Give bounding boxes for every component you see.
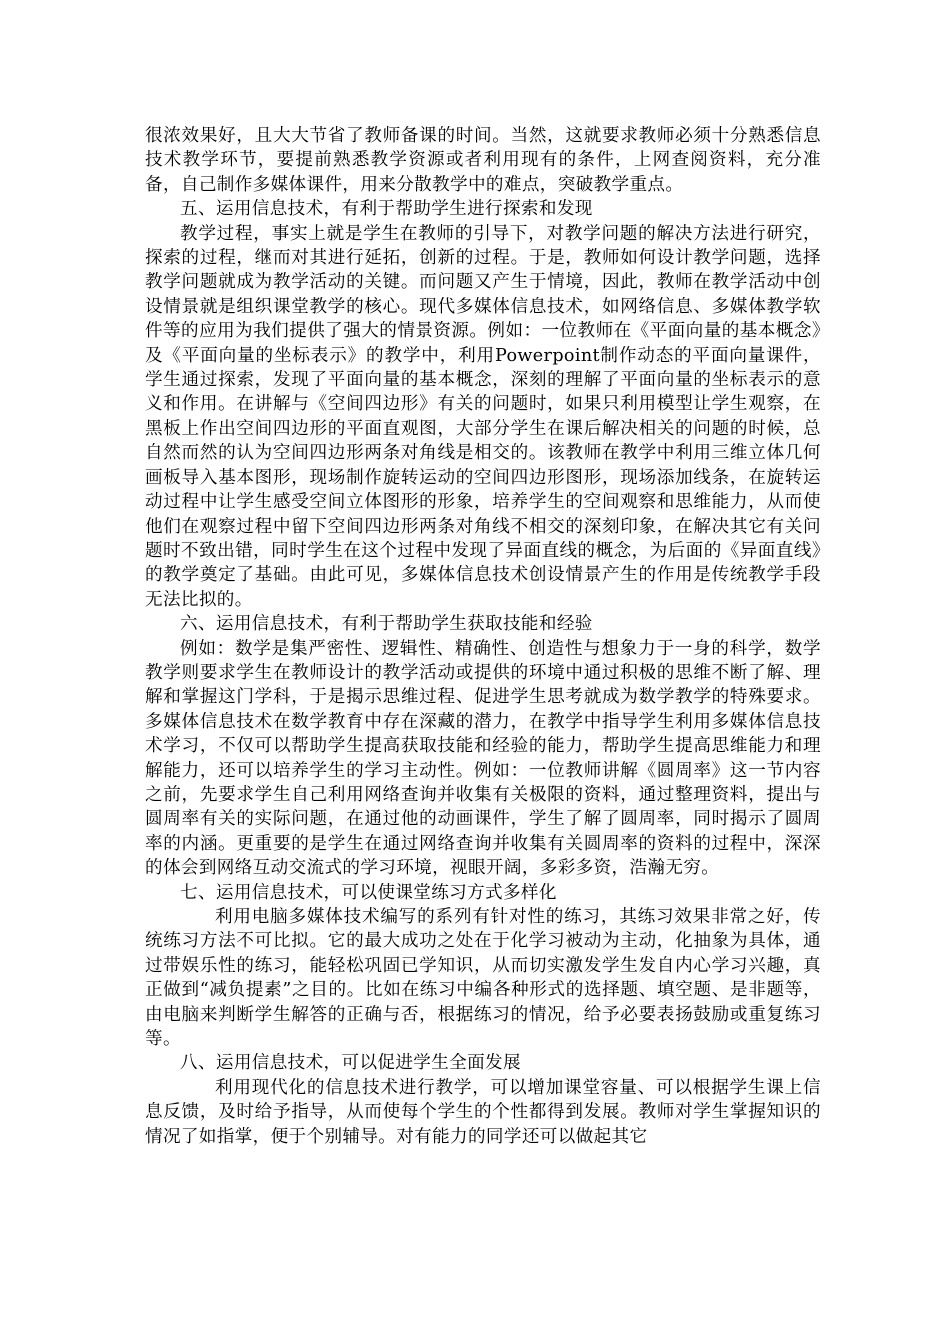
paragraph-section-5: 教学过程，事实上就是学生在教师的引导下，对教学问题的解决方法进行研究，探索的过程，继而对其进行延拓，创新的过程。于是，教师如何设计教学问题，选择教学问题就成为教学活动的关键。而问题又产生于情境，因此，教师在教学活动中创设情景就是组织课堂教学的核心。现代多媒体信息技术，如网络信息、多媒体教学软件等的应用为我们提供了强大的情景资源。例如：一位教师在《平面向量的基本概念》及《平面向量的坐标表示》的教学中，利用Powerpoint制作动态的平面向量课件，学生通过探索，发现了平面向量的基本概念，深刻的理解了平面向量的坐标表示的意义和作用。在讲解与《空间四边形》有关的问题时，如果只利用模型让学生观察，在黑板上作出空间四边形的平面直观图，大部分学生在课后解决相关的问题的时候，总自然而然的认为空间四边形两条对角线是相交的。该教师在教学中利用三维立体几何画板导入基本图形，现场制作旋转运动的空间四边形图形，现场添加线条，在旋转运动过程中让学生感受空间立体图形的形象，培养学生的空间观察和思维能力，从而使他们在观察过程中留下空间四边形两条对角线不相交的深刻印象，在解决其它有关问题时不致出错，同时学生在这个过程中发现了异面直线的概念，为后面的《异面直线》的教学奠定了基础。由此可见，多媒体信息技术创设情景产生的作用是传统教学手段无法比拟的。 bbox=[145, 223, 821, 610]
paragraph-section-6: 例如：数学是集严密性、逻辑性、精确性、创造性与想象力于一身的科学，数学教学则要求学生在教师设计的教学活动或提供的环境中通过积极的思维不断了解、理解和掌握这门学科，于是揭示思维过程、促进学生思考就成为数学教学的特殊要求。多媒体信息技术在数学教育中存在深藏的潜力，在教学中指导学生利用多媒体信息技术学习，不仅可以帮助学生提高获取技能和经验的能力，帮助学生提高思维能力和理解能力，还可以培养学生的学习主动性。例如：一位教师讲解《圆周率》这一节内容之前，先要求学生自己利用网络查询并收集有关极限的资料，通过整理资料，提出与圆周率有关的实际问题，在通过他的动画课件，学生了解了圆周率，同时揭示了圆周率的内涵。更重要的是学生在通过网络查询并收集有关圆周率的资料的过程中，深深的体会到网络互动交流式的学习环境，视眼开阔，多彩多资，浩瀚无穷。 bbox=[145, 638, 821, 879]
section-heading-7: 七、运用信息技术，可以使课堂练习方式多样化 bbox=[180, 882, 557, 903]
section-heading-8: 八、运用信息技术，可以促进学生全面发展 bbox=[180, 1053, 521, 1074]
section-heading-5: 五、运用信息技术，有利于帮助学生进行探索和发现 bbox=[180, 199, 593, 220]
section-heading-6: 六、运用信息技术，有利于帮助学生获取技能和经验 bbox=[180, 614, 593, 635]
paragraph-section-8: 利用现代化的信息技术进行教学，可以增加课堂容量、可以根据学生课上信息反馈，及时给予指导，从而使每个学生的个性都得到发展。教师对学生掌握知识的情况了如指掌，便于个别辅导。对有能力的同学还可以做起其它 bbox=[145, 1077, 821, 1147]
document-page bbox=[145, 124, 821, 1149]
paragraph-continuation: 很浓效果好，且大大节省了教师备课的时间。当然，这就要求教师必须十分熟悉信息技术教学环节，要提前熟悉教学资源或者利用现有的条件，上网查阅资料，充分准备，自己制作多媒体课件，用来分散教学中的难点，突破教学重点。 bbox=[145, 126, 821, 195]
paragraph-section-7: 利用电脑多媒体技术编写的系列有针对性的练习，其练习效果非常之好，传统练习方法不可比拟。它的最大成功之处在于化学习被动为主动，化抽象为具体，通过带娱乐性的练习，能轻松巩固已学知识，从而切实激发学生发自内心学习兴趣，真正做到“减负提素”之目的。比如在练习中编各种形式的选择题、填空题、是非题等，由电脑来判断学生解答的正确与否，根据练习的情况，给予必要表扬鼓励或重复练习等。 bbox=[145, 907, 821, 1050]
